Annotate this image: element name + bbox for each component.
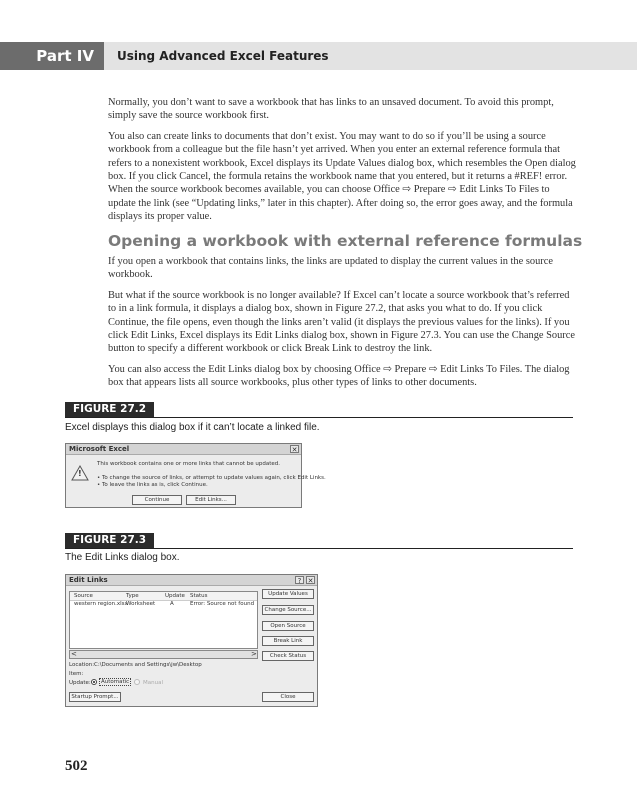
paragraph: If you open a workbook that contains links, the links are updated to display the current values in the source workbook.: [108, 256, 553, 281]
scroll-right-icon[interactable]: >: [251, 650, 257, 658]
warning-glyph: !: [78, 469, 82, 478]
edit-links-dialog: [65, 574, 318, 707]
close-icon[interactable]: ✕: [307, 577, 314, 585]
radio-automatic-label[interactable]: Automatic: [101, 679, 130, 685]
help-icon[interactable]: ?: [295, 576, 304, 584]
column-header[interactable]: Status: [190, 593, 208, 599]
dialog-title: Edit Links: [66, 575, 317, 586]
row-status: Error: Source not found: [190, 601, 255, 607]
dialog-title: Microsoft Excel: [66, 444, 301, 455]
check-status-button[interactable]: Check Status: [262, 651, 314, 661]
location-label: Location:: [69, 662, 95, 668]
paragraph: Normally, you don’t want to save a workbook that has links to an unsaved document. To avoid this prompt, simply save the source workbook first.: [108, 97, 554, 122]
dialog-bullet: • To leave the links as is, click Continue.: [97, 482, 208, 488]
paragraph: You can also access the Edit Links dialog box by choosing Office ⇨ Prepare ⇨ Edit Links To Files. The dialog box that appears lists all source workbooks, plus other types of links to other documents.: [108, 363, 570, 389]
figure-caption: Excel displays this dialog box if it can’t locate a linked file.: [65, 422, 320, 433]
dialog-bullet: • To change the source of links, or attempt to update values again, click Edit Links.: [97, 475, 326, 481]
radio-dot: [93, 681, 95, 683]
close-button[interactable]: Close: [262, 692, 314, 702]
horizontal-scrollbar[interactable]: [69, 650, 258, 659]
column-header[interactable]: Source: [74, 593, 93, 599]
paragraph: You also can create links to documents that don’t exist. You may want to do so if you’ll be using a source workbook from a colleague but the file hasn’t yet arrived. When you enter an external reference formula that refers to a nonexistent workbook, Excel displays its Update Values dialog box, which resembles the Open dialog box. If you click Cancel, the formula retains the workbook name that you entered, but it returns a #REF! error. When the source workbook becomes available, you can choose Office ⇨ Prepare ⇨ Edit Links To Files to update the link (see “Updating links,” later in this chapter). After doing so, the error goes away, and the formula displays its proper value.: [108, 130, 576, 223]
radio-manual-label[interactable]: Manual: [143, 680, 163, 686]
column-header[interactable]: Update: [165, 593, 185, 599]
section-heading: Opening a workbook with external reference formulas: [108, 232, 583, 250]
continue-button[interactable]: Continue: [132, 495, 182, 505]
figure-rule: [65, 548, 573, 549]
list-header: [70, 592, 257, 601]
figure-caption: The Edit Links dialog box.: [65, 552, 180, 563]
startup-prompt-button[interactable]: Startup Prompt...: [69, 692, 121, 702]
paragraph: But what if the source workbook is no longer available? If Excel can’t locate a source workbook that’s referred to in a link formula, it displays a dialog box, shown in Figure 27.2, that asks you what to do. If you click Continue, the file opens, even though the links aren’t valid (it displays the previous values for the links). If you click Edit Links, Excel displays its Edit Links dialog box, shown in Figure 27.3. You can use the Change Source button to specify a different workbook or click Break Link to destroy the link.: [108, 289, 575, 355]
row-type: Worksheet: [126, 601, 156, 607]
break-link-button[interactable]: Break Link: [262, 636, 314, 646]
figure-label: FIGURE 27.2: [65, 402, 154, 417]
open-source-button[interactable]: Open Source: [262, 621, 314, 631]
figure-label: FIGURE 27.3: [65, 533, 154, 548]
body-text-top: [108, 96, 578, 224]
column-header[interactable]: Type: [126, 593, 139, 599]
row-source: western region.xlsx: [74, 601, 128, 607]
body-text-section: [108, 255, 578, 390]
page-number: 502: [65, 758, 88, 774]
figure-rule: [65, 417, 573, 418]
item-label: Item:: [69, 671, 84, 677]
change-source-button[interactable]: Change Source...: [262, 605, 314, 615]
edit-links-button[interactable]: Edit Links...: [186, 495, 236, 505]
close-icon[interactable]: ✕: [291, 446, 298, 454]
table-row[interactable]: [70, 601, 257, 608]
update-values-button[interactable]: Update Values: [262, 589, 314, 599]
missing-link-dialog: [65, 443, 326, 508]
links-list[interactable]: [69, 591, 258, 649]
update-label: Update:: [69, 680, 91, 686]
radio-manual[interactable]: [134, 679, 140, 685]
part-tab: Part IV: [0, 42, 104, 70]
location-value: C:\Documents and Settings\jw\Desktop: [94, 662, 202, 668]
header-title: Using Advanced Excel Features: [117, 49, 329, 63]
dialog-message: This workbook contains one or more links that cannot be updated.: [97, 461, 280, 467]
scroll-left-icon[interactable]: <: [71, 650, 77, 658]
row-update: A: [170, 601, 174, 607]
